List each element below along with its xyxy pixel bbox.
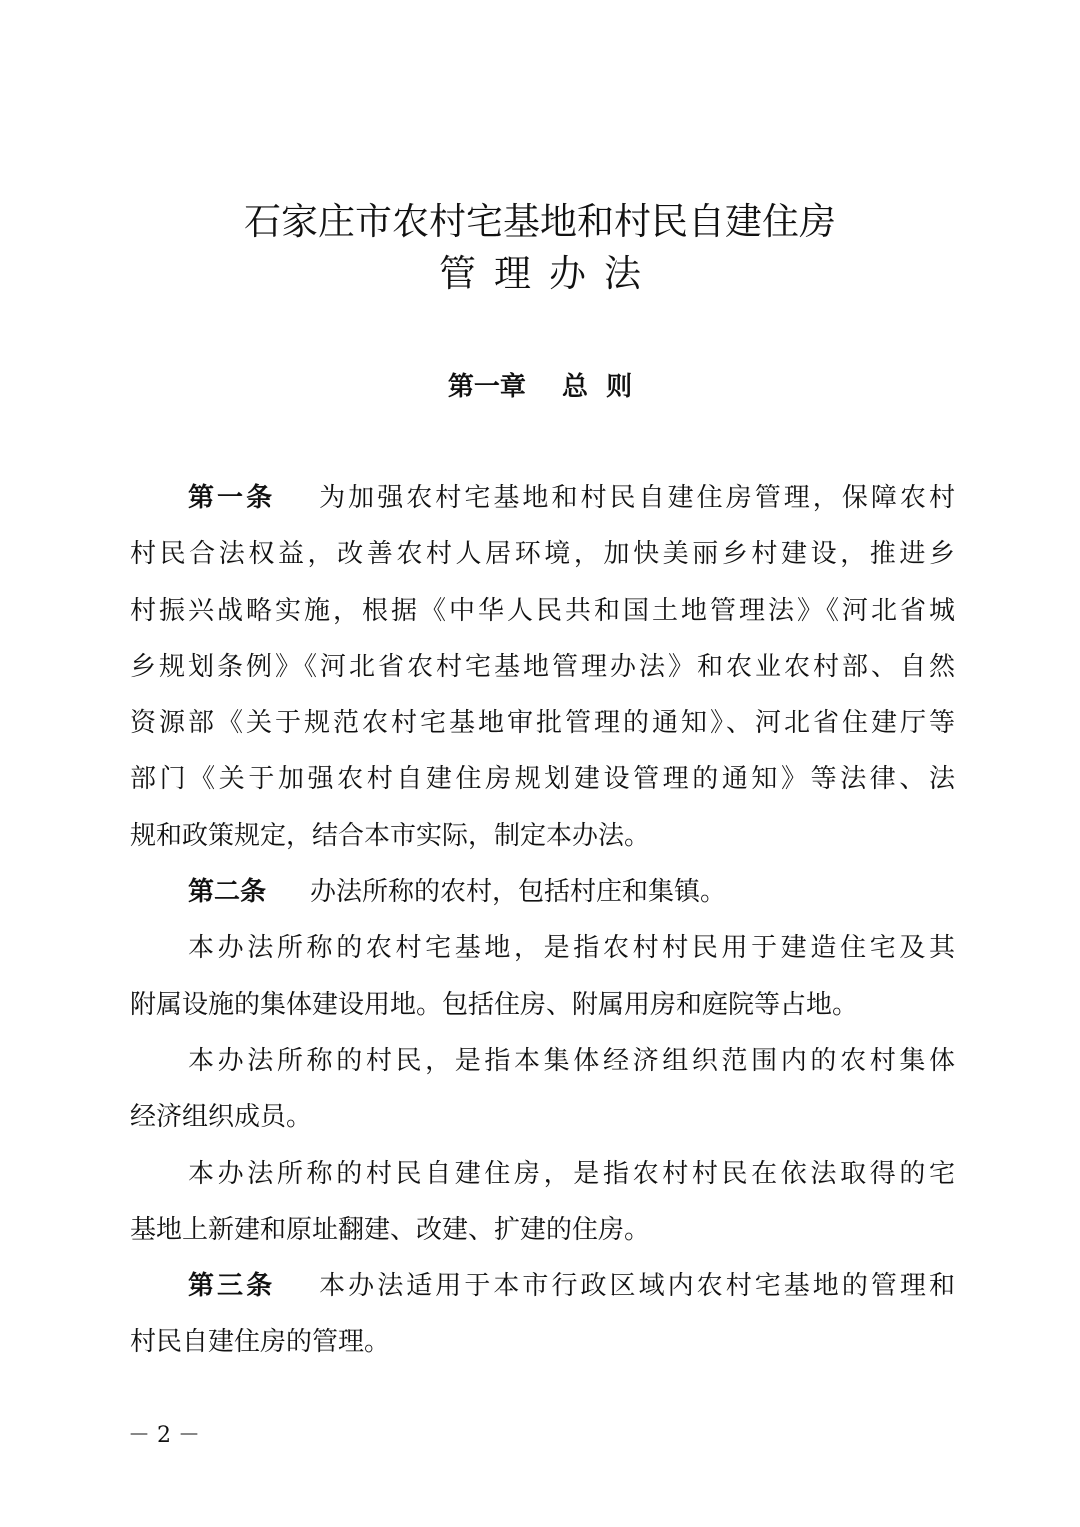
paragraph-line (130, 1154, 955, 1210)
paragraph-line (130, 1097, 955, 1153)
chapter-heading: 第一章 总 则 (447, 372, 633, 402)
paragraph-text: 本办法所称的农村宅基地，是指农村村民用于建造住宅及其 (188, 933, 955, 964)
document-title: 石家庄市农村宅基地和村民自建住房 (244, 200, 836, 243)
paragraph-text: 村振兴战略实施，根据《中华人民共和国土地管理法》《河北省城 (130, 595, 955, 626)
paragraph-text: 村民合法权益，改善农村人居环境，加快美丽乡村建设，推进乡 (130, 539, 955, 570)
paragraph-line (130, 1266, 955, 1322)
paragraph-text: 为加强农村宅基地和村民自建住房管理，保障农村 (319, 483, 955, 513)
paragraph-text: 部门《关于加强农村自建住房规划建设管理的通知》等法律、法 (130, 764, 955, 795)
paragraph-line (130, 985, 955, 1041)
document-body (130, 478, 955, 1379)
paragraph-line (130, 534, 955, 590)
paragraph-line (130, 647, 955, 703)
paragraph-text: 规和政策规定，结合本市实际，制定本办法。 (130, 820, 651, 851)
paragraph-line (130, 1041, 955, 1097)
paragraph-text: 经济组织成员。 (130, 1102, 313, 1133)
paragraph-line (130, 816, 955, 872)
paragraph-line (130, 928, 955, 984)
paragraph-text: 本办法适用于本市行政区域内农村宅基地的管理和 (319, 1271, 955, 1302)
paragraph-text: 村民自建住房的管理。 (130, 1327, 391, 1358)
paragraph-text: 乡规划条例》《河北省农村宅基地管理办法》和农业农村部、自然 (130, 651, 955, 682)
paragraph-text: 基地上新建和原址翻建、改建、扩建的住房。 (130, 1214, 651, 1245)
paragraph-line (130, 759, 955, 815)
document-title-line2: 管理办法 (439, 252, 659, 295)
paragraph-line (130, 591, 955, 647)
page-number: － 2 － (128, 1423, 200, 1448)
paragraph-text: 本办法所称的村民，是指本集体经济组织范围内的农村集体 (188, 1045, 955, 1076)
paragraph-line (130, 872, 955, 928)
paragraph-line (130, 1322, 955, 1378)
paragraph-text: 资源部《关于规范农村宅基地审批管理的通知》、河北省住建厅等 (130, 708, 955, 739)
article-label: 第二条 (188, 877, 267, 908)
paragraph-text: 本办法所称的村民自建住房，是指农村村民在依法取得的宅 (188, 1158, 955, 1189)
article-label: 第一条 (188, 483, 276, 513)
paragraph-text: 附属设施的集体建设用地。包括住房、附属用房和庭院等占地。 (130, 989, 859, 1020)
paragraph-text: 办法所称的农村，包括村庄和集镇。 (310, 877, 727, 908)
paragraph-line (130, 478, 955, 534)
paragraph-line (130, 1210, 955, 1266)
article-label: 第三条 (188, 1271, 276, 1302)
paragraph-line (130, 703, 955, 759)
